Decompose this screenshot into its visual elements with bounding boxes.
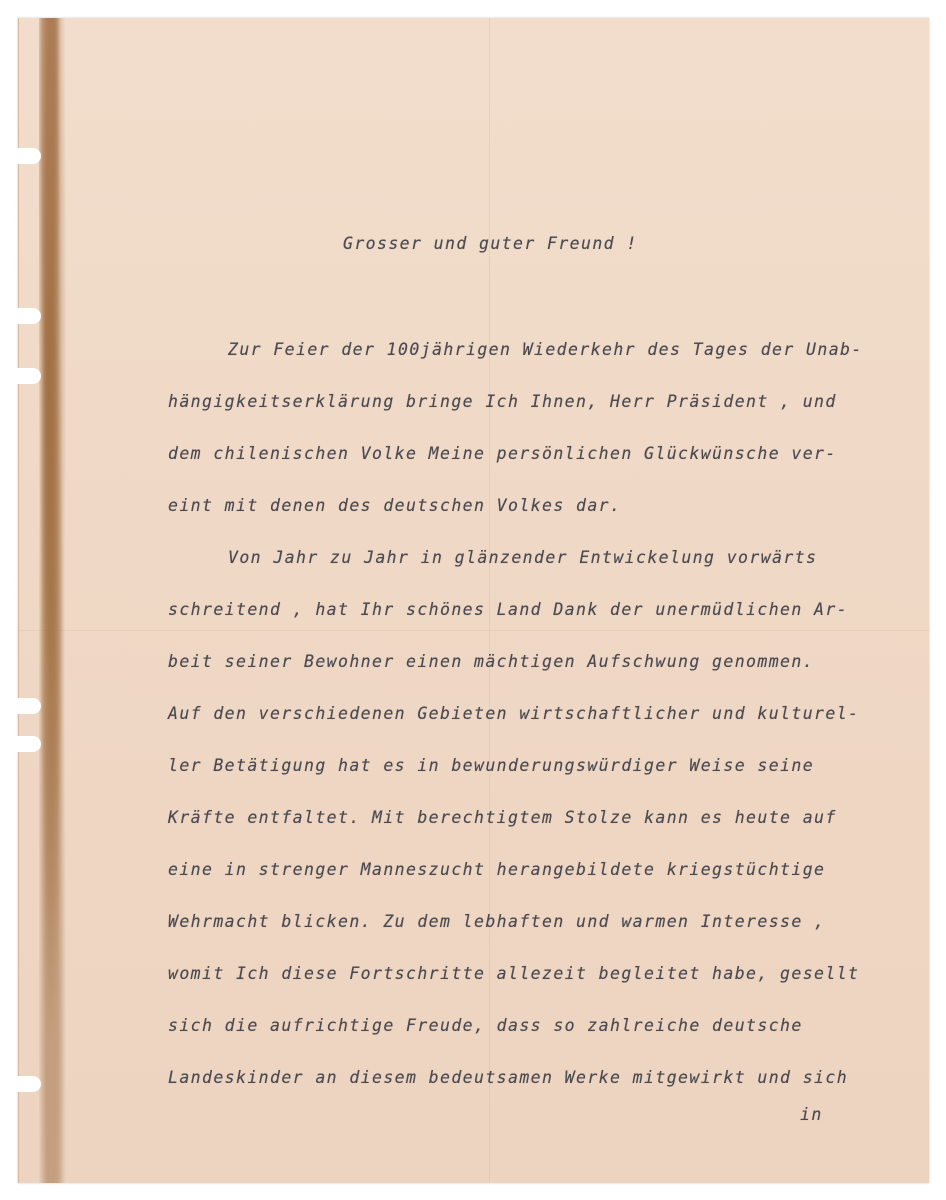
punch-hole-6 (15, 1076, 41, 1092)
body-line-1: Zur Feier der 100jährigen Wiederkehr des Tages der Unab- (228, 340, 863, 359)
punch-hole-2 (15, 308, 41, 324)
body-line-11: eine in strenger Manneszucht herangebildete kriegstüchtige (168, 860, 826, 879)
body-line-14: sich die aufrichtige Freude, dass so zahlreiche deutsche (168, 1016, 803, 1035)
body-line-13: womit Ich diese Fortschritte allezeit begleitet habe, gesellt (168, 964, 860, 983)
body-line-9: ler Betätigung hat es in bewunderungswürdiger Weise seine (168, 756, 815, 775)
horizontal-fold-crease (19, 630, 929, 631)
body-line-6: schreitend , hat Ihr schönes Land Dank der unermüdlichen Ar- (168, 600, 849, 619)
punch-hole-3 (15, 368, 41, 384)
body-line-3: dem chilenischen Volke Meine persönlichen Glückwünsche ver- (168, 444, 837, 463)
punch-hole-5 (15, 736, 41, 752)
body-line-15: Landeskinder an diesem bedeutsamen Werke mitgewirkt und sich (168, 1068, 849, 1087)
body-line-5: Von Jahr zu Jahr in glänzender Entwickelung vorwärts (228, 548, 818, 567)
salutation: Grosser und guter Freund ! (343, 234, 638, 253)
body-line-8: Auf den verschiedenen Gebieten wirtschaftlicher und kulturel- (168, 704, 860, 723)
punch-hole-1 (15, 148, 41, 164)
body-line-12: Wehrmacht blicken. Zu dem lebhaften und warmen Interesse , (168, 912, 826, 931)
catchword: in (800, 1105, 823, 1124)
left-edge-stain (39, 18, 69, 1183)
punch-hole-4 (15, 698, 41, 714)
body-line-2: hängigkeitserklärung bringe Ich Ihnen, Herr Präsident , und (168, 392, 837, 411)
body-line-10: Kräfte entfaltet. Mit berechtigtem Stolze kann es heute auf (168, 808, 837, 827)
body-line-4: eint mit denen des deutschen Volkes dar. (168, 496, 622, 515)
body-line-7: beit seiner Bewohner einen mächtigen Aufschwung genommen. (168, 652, 815, 671)
